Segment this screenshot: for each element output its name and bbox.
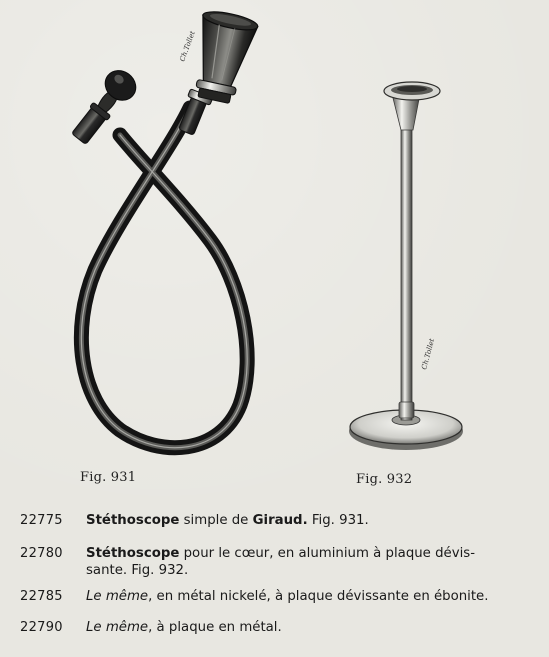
description-text: , à plaque en métal. xyxy=(148,620,282,635)
fig931-engraver-signature: Ch.Tollet xyxy=(178,29,197,63)
fig931-caption: Fig. 931 xyxy=(80,470,137,485)
item-name: Stéthoscope xyxy=(86,546,180,561)
item-name-italic: Le même xyxy=(86,620,149,635)
fig932-engraver-signature: Ch.Tollet xyxy=(420,337,437,371)
item-description xyxy=(86,512,540,529)
figure-reference: Fig. 931. xyxy=(307,513,369,528)
item-description xyxy=(86,588,540,605)
description-continuation: sante. Fig. 932. xyxy=(86,563,189,578)
item-code: 22780 xyxy=(20,546,63,561)
fig932-stethoscope xyxy=(349,82,463,450)
inventor-name: Giraud. xyxy=(252,513,308,528)
item-description xyxy=(86,545,540,579)
item-code: 22790 xyxy=(20,620,63,635)
item-name: Stéthoscope xyxy=(86,513,180,528)
item-name-italic: Le même xyxy=(86,589,149,604)
description-text: simple de xyxy=(179,513,253,528)
item-description xyxy=(86,619,540,636)
fig931-stethoscope xyxy=(66,8,259,447)
fig932-caption: Fig. 932 xyxy=(356,472,413,487)
item-code: 22775 xyxy=(20,513,63,528)
description-text: , en métal nickelé, à plaque dévissante en ébonite. xyxy=(148,589,489,604)
description-text: pour le cœur, en aluminium à plaque dévis- xyxy=(179,546,475,561)
item-code: 22785 xyxy=(20,589,63,604)
